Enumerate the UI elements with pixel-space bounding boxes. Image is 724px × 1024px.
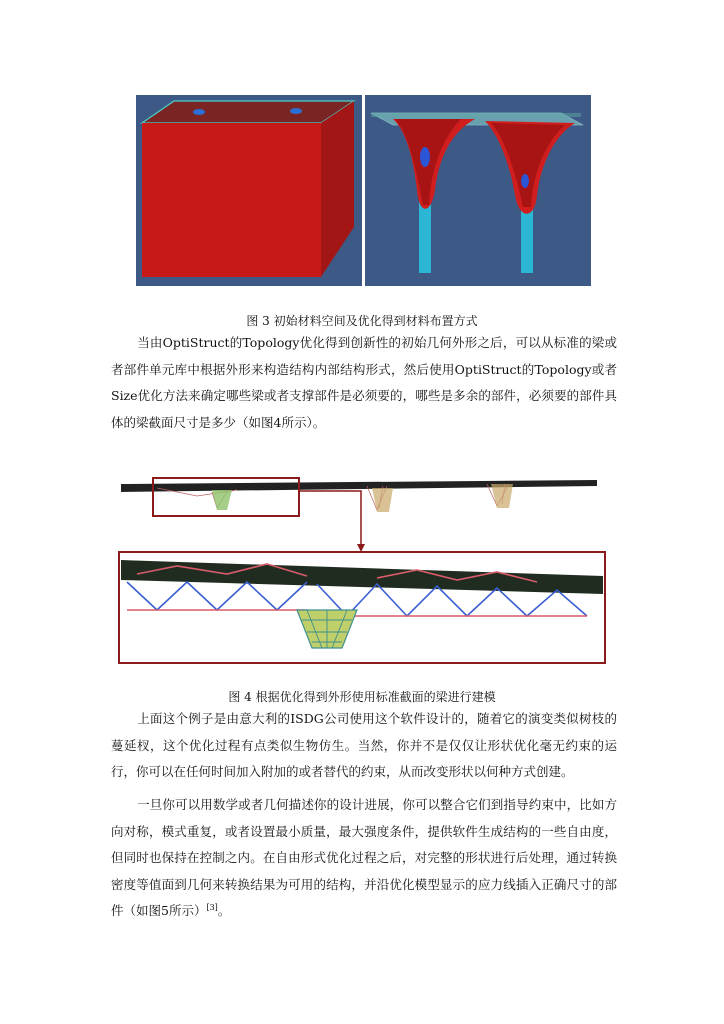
figure3-caption: 图 3 初始材料空间及优化得到材料布置方式 bbox=[246, 314, 478, 328]
figure4-caption: 图 4 根据优化得到外形使用标准截面的梁进行建模 bbox=[228, 690, 496, 704]
figure3-optimized-layout-image bbox=[365, 95, 591, 286]
paragraph-3 bbox=[111, 792, 617, 932]
paragraph-3-end: 。 bbox=[217, 903, 231, 918]
paragraph-1-text: 当由OptiStruct的Topology优化得到创新性的初始几何外形之后，可以从标准的梁或者部件单元库中根据外形来构造结构内部结构形式，然后使用OptiStruct的Topology或者Size优化方法来确定哪些梁或者支撑部件是必须要的，哪些是多余的部件，必须要的部件具体的梁截面尺寸是多少（如图4所示）。 bbox=[111, 335, 617, 430]
paragraph-2-text: 上面这个例子是由意大利的ISDG公司使用这个软件设计的，随着它的演变类似树枝的蔓延杈，这个优化过程有点类似生物仿生。当然，你并不是仅仅让形状优化毫无约束的运行，你可以在任何时间加入附加的或者替代的约束，从而改变形状以何种方式创建。 bbox=[111, 711, 617, 779]
paragraph-2 bbox=[111, 706, 617, 788]
paragraph-3-text: 一旦你可以用数学或者几何描述你的设计进展，你可以整合它们到指导约束中，比如方向对称，模式重复，或者设置最小质量，最大强度条件，提供软件生成结构的一些自由度，但同时也保持在控制之内。在自由形式优化过程之后，对完整的形状进行后处理，通过转换密度等值面到几何来转换结果为可用的结构，并沿优化模型显示的应力线插入正确尺寸的部件（如图5所示） bbox=[111, 797, 617, 918]
figure4-beam-model-image bbox=[117, 470, 607, 665]
citation-ref: [3] bbox=[206, 902, 218, 912]
paragraph-1 bbox=[111, 330, 617, 438]
figure3-initial-material-image bbox=[136, 95, 362, 286]
